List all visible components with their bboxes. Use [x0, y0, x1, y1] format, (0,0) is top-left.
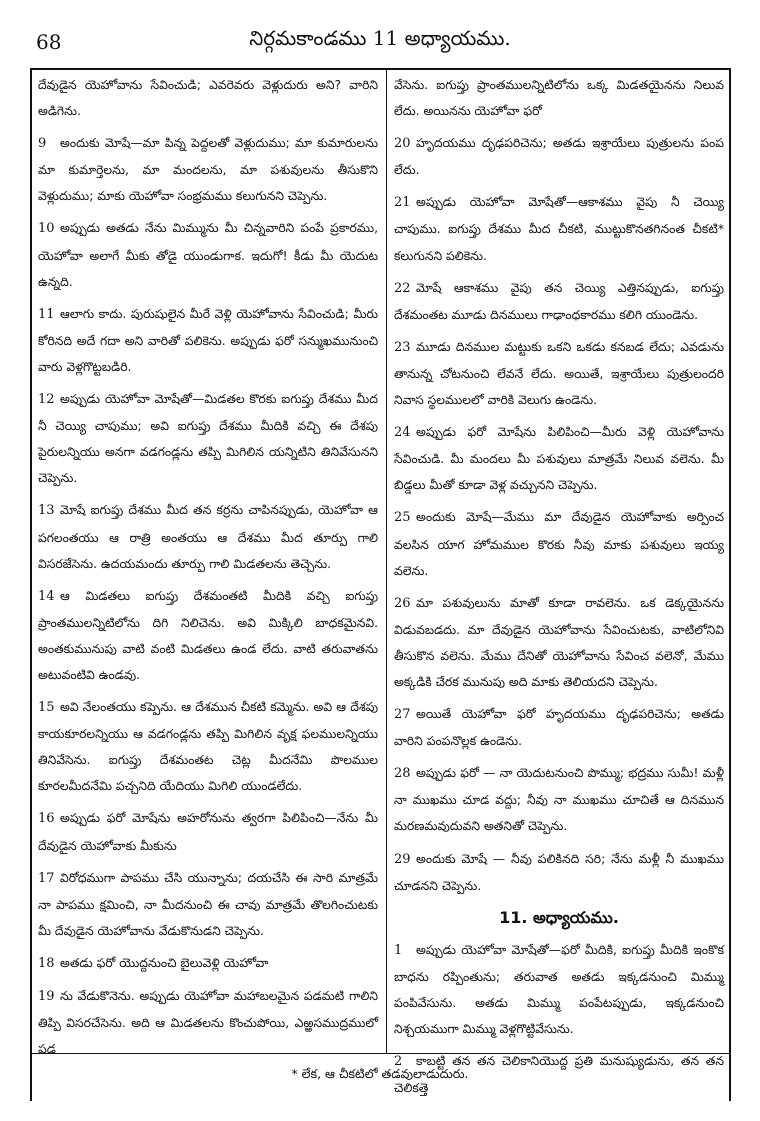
- verse: [394, 419, 724, 498]
- verse-text: అప్పుడు ఫరో — నా యెదుటనుంచి పొమ్ము; భద్రము సుమీ! మళ్లీ నా ముఖము చూడ వద్దు; నీవు నా ముఖము చూచితే ఆ దినమున మరణమవుదువని అతనితో చెప్పెను.: [394, 766, 724, 834]
- verse: [394, 701, 724, 754]
- verse-text: మోషే ఐగుప్తు దేశము మీద తన కర్రను చాపినప్పుడు, యెహోవా ఆ పగలంతయు ఆ రాత్రి అంతయు ఆ దేశము మీద తూర్పు గాలి విసరజేసెను. ఉదయమందు తూర్పు గాలి మిడతలను తెచ్చెను.: [38, 503, 378, 571]
- verse-number: 20: [394, 136, 411, 152]
- verse: [394, 504, 724, 583]
- page-title: నిర్గమకాండము 11 అధ్యాయము.: [249, 26, 511, 50]
- verse-number: 28: [394, 766, 411, 782]
- verse-text: అవి నేలంతయు కప్పెను. ఆ దేశమున చీకటి కమ్మెను. అవి ఆ దేశపు కాయకూరలన్నియు ఆ వడగండ్లను తప్పి మిగిలిన వృక్ష ఫలములన్నియు తినివేసెను. ఐగుప్తు దేశమంతట చెట్ల మీదనేమి పొలముల కూరలమీదనేమి పచ్చనిది యేదియు మిగిలి యుండలేదు.: [38, 700, 378, 794]
- verse-text: అప్పుడు అతడు నేను మిమ్మును మీ చిన్నవారిని పంపే ప్రకారము, యెహోవా అలాగే మీకు తోడై యుండుగాక. ఇదుగో! కీడు మీ యెదుట ఉన్నది.: [38, 221, 378, 289]
- verse-text: మూడు దినముల మట్టుకు ఒకని ఒకడు కనబడ లేదు; ఎవడును తానున్న చోటనుంచి లేవనే లేదు. అయితే, ఇశ్రాయేలు పుత్రులందరి నివాస స్థలములలో వారికి వెలుగు ఉండెను.: [394, 339, 724, 408]
- verse-text: అప్పుడు యెహోవా మోషేతో—మిడతల కొరకు ఐగుప్తు దేశము మీద నీ చెయ్యి చాపుము; అవి ఐగుప్తు దేశము మీదికి వచ్చి ఈ దేశపు పైరులన్నియు అనగా వడగండ్లను తప్పి మిగిలిన యన్నిటిని తినివేసునని చెప్పెను.: [38, 392, 378, 486]
- verse-number: 1: [394, 942, 403, 958]
- verse-text: అయితే యెహోవా ఫరో హృదయము దృఢపరిచెను; అతడు వారిని పంపనొల్లక ఉండెను.: [394, 707, 724, 749]
- verse: [394, 189, 724, 268]
- verse: [38, 497, 378, 576]
- verse-number: 14: [38, 588, 55, 604]
- verse-number: 19: [38, 989, 55, 1004]
- verse: [394, 937, 724, 1042]
- verse-text: అందుకు మోషే—మా పిన్న పెద్దలతో వెళ్లుదుము; మా కుమారులను మా కుమార్తెలను, మా మందలను, మా పశువులను తీసుకొని వెళ్లుదుము; మాకు యెహోవా సంభ్రమము కలుగునని చెప్పెను.: [38, 136, 378, 204]
- verse-text: విరోధముగా పాపము చేసి యున్నాను; దయచేసి ఈ సారి మాత్రమే నా పాపము క్షమించి, నా మీదనుంచి ఈ చావు మాత్రమే తొలగించుటకు మీ దేవుడైన యెహోవాను వేడుకొనుడని చెప్పెను.: [38, 870, 378, 938]
- page-number: 68: [36, 30, 62, 54]
- verse-text: కాబట్టి తన తన చెలికానియొద్ద ప్రతి మనుష్యుడును, తన తన చెలికత్తె: [394, 1054, 724, 1096]
- verse-number: 26: [394, 595, 411, 611]
- verse-number: 27: [394, 707, 411, 723]
- verse-number: 25: [394, 510, 411, 526]
- verse-number: 10: [38, 221, 55, 237]
- right-frame-rule: [729, 68, 731, 1101]
- running-header: [30, 10, 730, 70]
- verse-text: అందుకు మోషే—మేము మా దేవుడైన యెహోవాకు అర్పించ వలసిన యాగ హోమముల కొరకు నీవు మాకు పశువులు ఇయ్య వలెను.: [394, 510, 724, 578]
- verse-text: ఆ మిడతలు ఐగుప్తు దేశమంతటి మీదికి వచ్చి ఐగుప్తు ప్రాంతములన్నిటిలోను దిగి నిలిచెను. అవి మిక్కిలి బాధకమైనవి. అంతకుమునుపు వాటి వంటి మిడతలు ఉండ లేదు. వాటి తరువాతను అటువంటివి ఉండవు.: [38, 588, 378, 682]
- verse: [394, 72, 724, 124]
- verse: [38, 130, 378, 209]
- verse-number: 12: [38, 392, 55, 408]
- verse: [38, 583, 378, 688]
- verse: [38, 805, 378, 858]
- verse: [38, 386, 378, 491]
- verse-text: అందుకు మోషే — నీవు పలికినది సరి; నేను మళ్లీ నీ ముఖము చూడనని చెప్పెను.: [394, 851, 724, 893]
- verse: [394, 334, 724, 413]
- verse-text: ఆలాగు కాదు. పురుషులైన మీరే వెళ్లి యెహోవాను సేవించుడి; మీరు కోరినది అదే గదా అని వారితో పలికెను. అప్పుడు ఫరో సన్ముఖమునుంచి వారు వెళ్లగొట్టబడిరి.: [38, 306, 378, 374]
- verse-text: మోషే ఆకాశము వైపు తన చెయ్యి ఎత్తినప్పుడు, ఐగుప్తు దేశమంతట మూడు దినములు గాఢాంధకారము కలిగి యుండెను.: [394, 280, 724, 322]
- verse-number: 17: [38, 870, 55, 886]
- chapter-heading: 11. అధ్యాయము.: [499, 907, 619, 927]
- left-frame-rule: [30, 68, 32, 1101]
- verse: [38, 72, 378, 124]
- verse-number: 21: [394, 195, 411, 211]
- verse-text: అప్పుడు యెహోవా మోషేతో—ఫరో మీదికి, ఐగుప్తు మీదికి ఇంకొక బాధను రప్పింతును; తరువాత అతడు ఇక్కడనుంచి మిమ్ము పంపివేసును. అతడు మిమ్ము పంపేటప్పుడు, ఇక్కడనుంచి నిశ్చయముగా మిమ్ము వెళ్లగొట్టివేసును.: [394, 942, 724, 1037]
- verse: [394, 760, 724, 839]
- verse-number: 24: [394, 425, 411, 441]
- verse-number: 16: [38, 811, 55, 827]
- verse-number: 29: [394, 851, 411, 867]
- verse-number: 15: [38, 700, 55, 716]
- footer-rule: [30, 1053, 730, 1054]
- verse-number: 13: [38, 503, 55, 519]
- verse-text: అప్పుడు ఫరో మోషేను పిలిపించి—మీరు వెళ్లి యెహోవాను సేవించుడి. మీ మందలు మీ పశువులు మాత్రమే నిలువ వలెను. మీ బిడ్డలు మీతో కూడా వెళ్ల వచ్చునని చెప్పెను.: [394, 425, 724, 493]
- verse-number: 11: [38, 306, 55, 322]
- verse-text: మా పశువులును మాతో కూడా రావలెను. ఒక డెక్కయైనను విడువబడదు. మా దేవుడైన యెహోవాను సేవించుటకు, వాటిలోనివి తీసుకొన వలెను. మేము దేనితో యెహోవాను సేవించ వలెనో, మేము అక్కడికి చేరక మునుపు అది మాకు తెలియదని చెప్పెను.: [394, 595, 724, 689]
- verse-number: 2: [394, 1054, 403, 1070]
- verse: [38, 301, 378, 380]
- verse: [394, 275, 724, 328]
- footnote: * లేక, ఆ చీకటిలో తడవులాడుదురు.: [291, 1066, 469, 1081]
- verse: [394, 846, 724, 899]
- column-divider: [386, 68, 387, 1053]
- verse: [38, 950, 378, 977]
- verse: [38, 215, 378, 294]
- verse: [38, 694, 378, 799]
- verse-number: 18: [38, 955, 55, 971]
- verse: [38, 865, 378, 944]
- verse: [38, 983, 378, 1062]
- verse-number: 9: [38, 136, 47, 152]
- right-column-verses: [394, 72, 724, 899]
- verse-text: దేవుడైన యెహోవాను సేవించుడి; ఎవరెవరు వెళ్లుదురు అని? వారిని అడిగెను.: [38, 78, 378, 119]
- verse-number: 23: [394, 339, 411, 355]
- verse-text: ను వేడుకొనెను. అప్పుడు యెహోవా మహాబలమైన పడమటి గాలిని తిప్పి విసరచేసెను. అది ఆ మిడతలను కొంచుపోయి, ఎఱ్ఱసముద్రములో పడ: [38, 989, 378, 1057]
- right-column: [394, 72, 724, 1107]
- verse: [394, 590, 724, 695]
- verse-text: వేసెను. ఐగుప్తు ప్రాంతములన్నిటిలోను ఒక్క మిడతయైనను నిలువ లేదు. అయినను యెహోవా ఫరో: [394, 78, 724, 119]
- verse-text: అప్పుడు ఫరో మోషేను అహరోనును త్వరగా పిలిపించి—నేను మీ దేవుడైన యెహోవాకు మీకును: [38, 811, 378, 853]
- verse: [394, 130, 724, 183]
- verse-text: హృదయము దృఢపరిచెను; అతడు ఇశ్రాయేలు పుత్రులను పంప లేదు.: [394, 136, 724, 178]
- verse-text: అప్పుడు యెహోవా మోషేతో—ఆకాశము వైపు నీ చెయ్యి చాపుము. ఐగుప్తు దేశము మీద చీకటి, ముట్టుకొనతగినంత చీకటి* కలుగునని పలికెను.: [394, 195, 724, 263]
- left-column: [38, 72, 378, 1068]
- verse-number: 22: [394, 280, 411, 296]
- verse-text: అతడు ఫరో యొద్దనుంచి బైలువెళ్లి యెహోవా: [60, 955, 269, 970]
